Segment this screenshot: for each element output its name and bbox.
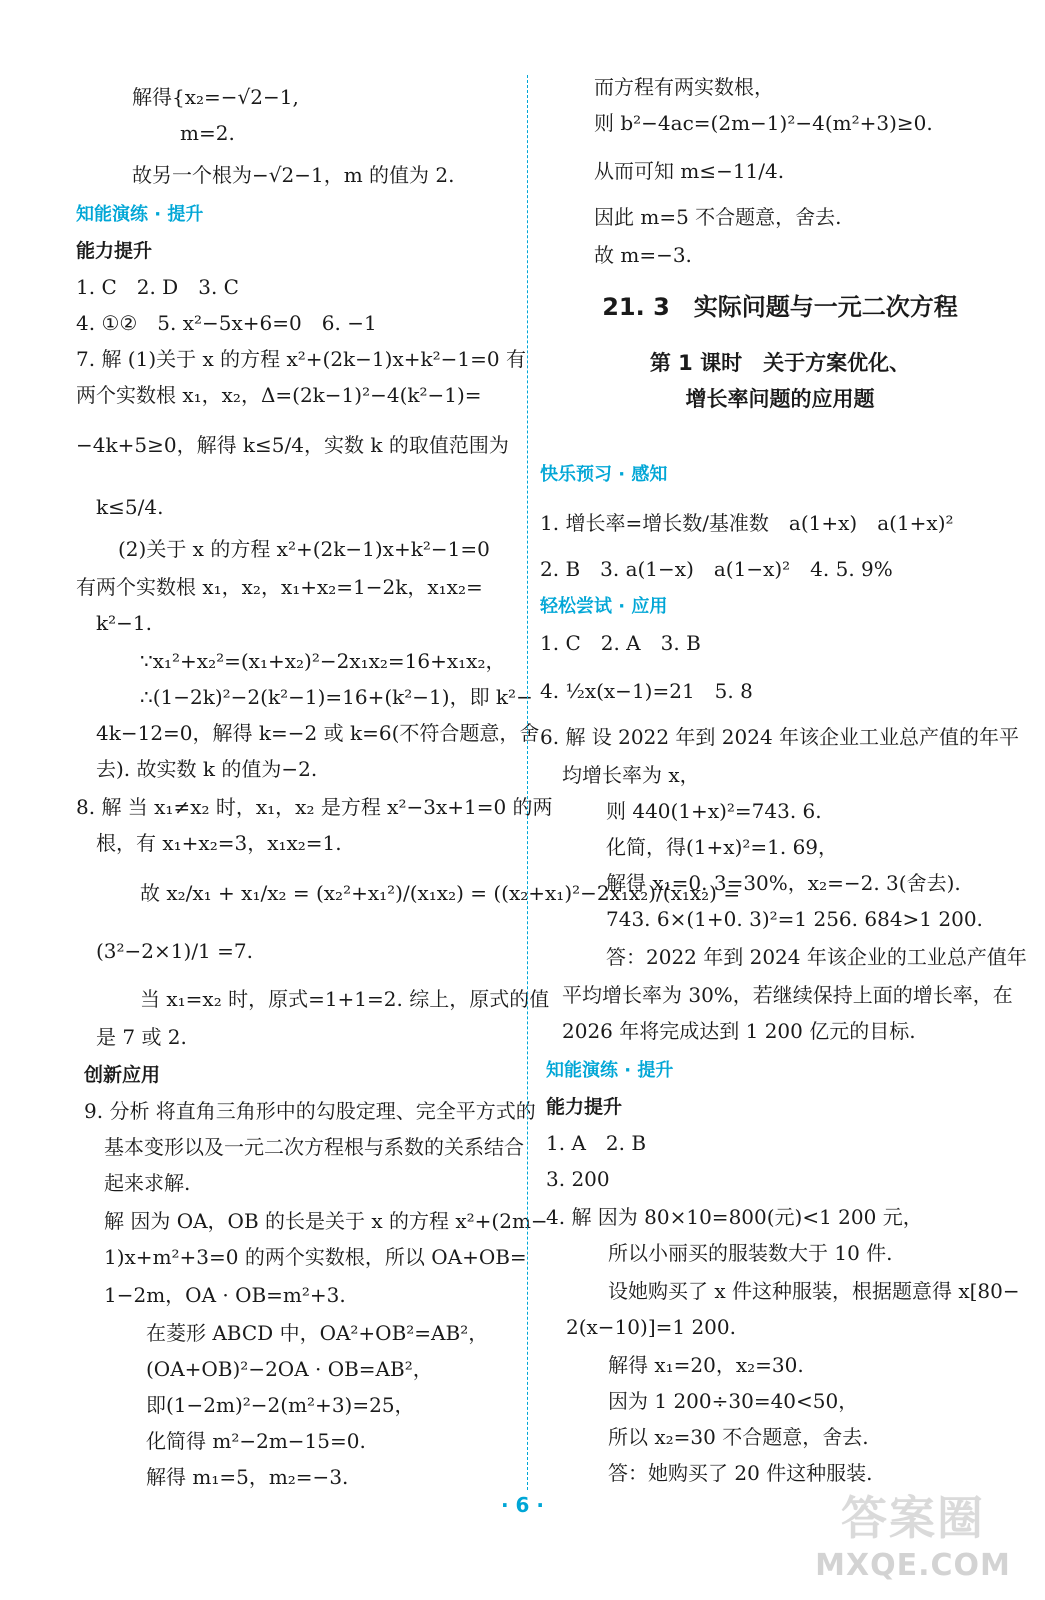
- right-line-20: 答：2022 年到 2024 年该企业的工业总产值年: [606, 945, 1027, 969]
- left-line-9: −4k+5≥0，解得 k≤5/4，实数 k 的取值范围为: [76, 433, 509, 457]
- left-line-17: 去). 故实数 k 的值为−2.: [96, 757, 318, 781]
- right-line-1: 则 b²−4ac=(2m−1)²−4(m²+3)≥0.: [594, 111, 933, 135]
- left-line-22: 当 x₁=x₂ 时，原式=1+1=2. 综上，原式的值: [140, 987, 550, 1011]
- left-line-11: (2)关于 x 的方程 x²+(2k−1)x+k²−1=0: [118, 537, 490, 561]
- right-line-0: 而方程有两实数根，: [594, 75, 774, 99]
- left-line-1: m=2.: [180, 121, 235, 145]
- left-line-34: 化简得 m²−2m−15=0.: [146, 1429, 366, 1453]
- right-line-27: 4. 解 因为 80×10=800(元)<1 200 元，: [546, 1205, 923, 1229]
- left-line-29: 1)x+m²+3=0 的两个实数根，所以 OA+OB=: [104, 1245, 527, 1269]
- left-line-5: 1. C 2. D 3. C: [76, 275, 239, 299]
- right-line-33: 所以 x₂=30 不合题意，舍去.: [608, 1425, 869, 1449]
- left-line-14: ∵x₁²+x₂²=(x₁+x₂)²−2x₁x₂=16+x₁x₂，: [140, 649, 506, 673]
- right-line-19: 743. 6×(1+0. 3)²=1 256. 684>1 200.: [606, 907, 983, 931]
- left-line-18: 8. 解 当 x₁≠x₂ 时，x₁，x₂ 是方程 x²−3x+1=0 的两: [76, 795, 553, 819]
- left-subheading-4: 能力提升: [76, 240, 153, 262]
- left-line-12: 有两个实数根 x₁，x₂，x₁+x₂=1−2k，x₁x₂=: [76, 575, 483, 599]
- right-title-7: 增长率问题的应用题: [685, 387, 875, 411]
- watermark: [793, 1482, 1033, 1592]
- right-line-28: 所以小丽买的服装数大于 10 件.: [608, 1241, 893, 1265]
- watermark-url: MXQE.COM: [815, 1548, 1011, 1583]
- column-divider: [527, 75, 528, 1490]
- right-title-5: 21. 3 实际问题与一元二次方程: [602, 293, 958, 321]
- left-line-7: 7. 解 (1)关于 x 的方程 x²+(2k−1)x+k²−1=0 有: [76, 347, 526, 371]
- right-line-3: 因此 m=5 不合题意，舍去.: [594, 205, 842, 229]
- right-title-6: 第 1 课时 关于方案优化、: [649, 351, 911, 375]
- right-line-29: 设她购买了 x 件这种服装，根据题意得 x[80−: [608, 1279, 1020, 1303]
- left-line-19: 根，有 x₁+x₂=3，x₁x₂=1.: [96, 831, 342, 855]
- right-line-22: 2026 年将完成达到 1 200 亿元的目标.: [562, 1019, 916, 1043]
- page-number: · 6 ·: [500, 1493, 545, 1517]
- left-line-15: ∴(1−2k)²−2(k²−1)=16+(k²−1)，即 k²−: [140, 685, 533, 709]
- right-line-31: 解得 x₁=20，x₂=30.: [608, 1353, 804, 1377]
- watermark-logo-text: 答案圈: [841, 1491, 985, 1545]
- right-section-heading-23: 知能演练 · 提升: [546, 1060, 674, 1081]
- left-line-26: 基本变形以及一元二次方程根与系数的关系结合: [104, 1135, 524, 1159]
- right-line-10: 2. B 3. a(1−x) a(1−x)² 4. 5. 9%: [540, 557, 893, 581]
- left-line-21: (3²−2×1)/1 =7.: [96, 939, 253, 963]
- left-line-31: 在菱形 ABCD 中，OA²+OB²=AB²，: [146, 1321, 489, 1345]
- left-line-27: 起来求解.: [104, 1171, 191, 1195]
- left-line-6: 4. ①② 5. x²−5x+6=0 6. −1: [76, 311, 377, 335]
- right-line-17: 化简，得(1+x)²=1. 69，: [606, 835, 839, 859]
- right-line-12: 1. C 2. A 3. B: [540, 631, 701, 655]
- right-line-9: 1. 增长率=增长数/基准数 a(1+x) a(1+x)²: [540, 511, 954, 535]
- left-line-32: (OA+OB)²−2OA · OB=AB²，: [146, 1357, 433, 1381]
- right-line-30: 2(x−10)]=1 200.: [566, 1315, 736, 1339]
- right-line-13: 4. ½x(x−1)=21 5. 8: [540, 679, 753, 703]
- left-line-8: 两个实数根 x₁，x₂，Δ=(2k−1)²−4(k²−1)=: [76, 383, 482, 407]
- left-line-10: k≤5/4.: [96, 495, 164, 519]
- left-line-0: 解得{x₂=−√2−1,: [132, 85, 299, 109]
- right-line-26: 3. 200: [546, 1167, 610, 1191]
- left-line-23: 是 7 或 2.: [96, 1025, 187, 1049]
- right-line-4: 故 m=−3.: [594, 243, 692, 267]
- left-line-16: 4k−12=0，解得 k=−2 或 k=6(不符合题意，舍: [96, 721, 540, 745]
- left-line-13: k²−1.: [96, 611, 152, 635]
- left-line-2: 故另一个根为−√2−1，m 的值为 2.: [132, 163, 455, 187]
- right-line-2: 从而可知 m≤−11/4.: [594, 159, 785, 183]
- left-section-heading-3: 知能演练 · 提升: [76, 204, 204, 225]
- left-line-25: 9. 分析 将直角三角形中的勾股定理、完全平方式的: [84, 1099, 536, 1123]
- right-line-32: 因为 1 200÷30=40<50，: [608, 1389, 859, 1413]
- left-line-30: 1−2m，OA · OB=m²+3.: [104, 1283, 346, 1307]
- right-line-15: 均增长率为 x，: [562, 763, 700, 787]
- right-line-18: 解得 x₁=0. 3=30%，x₂=−2. 3(舍去).: [606, 871, 961, 895]
- right-line-14: 6. 解 设 2022 年到 2024 年该企业工业总产值的年平: [540, 725, 1020, 749]
- left-line-35: 解得 m₁=5，m₂=−3.: [146, 1465, 349, 1489]
- right-line-21: 平均增长率为 30%，若继续保持上面的增长率，在: [562, 983, 1013, 1007]
- left-line-28: 解 因为 OA，OB 的长是关于 x 的方程 x²+(2m−: [104, 1209, 548, 1233]
- right-line-16: 则 440(1+x)²=743. 6.: [606, 799, 822, 823]
- right-line-25: 1. A 2. B: [546, 1131, 647, 1155]
- left-subheading-24: 创新应用: [84, 1064, 161, 1086]
- right-line-34: 答：她购买了 20 件这种服装.: [608, 1461, 873, 1485]
- right-section-heading-11: 轻松尝试 · 应用: [540, 596, 668, 617]
- left-line-33: 即(1−2m)²−2(m²+3)=25，: [146, 1393, 415, 1417]
- right-section-heading-8: 快乐预习 · 感知: [540, 464, 668, 485]
- right-subheading-24: 能力提升: [546, 1096, 623, 1118]
- left-line-20: 故 x₂/x₁ + x₁/x₂ = (x₂²+x₁²)/(x₁x₂) = ((x₂+x₁)²−2x₁x₂)/(x₁x₂) =: [140, 881, 741, 905]
